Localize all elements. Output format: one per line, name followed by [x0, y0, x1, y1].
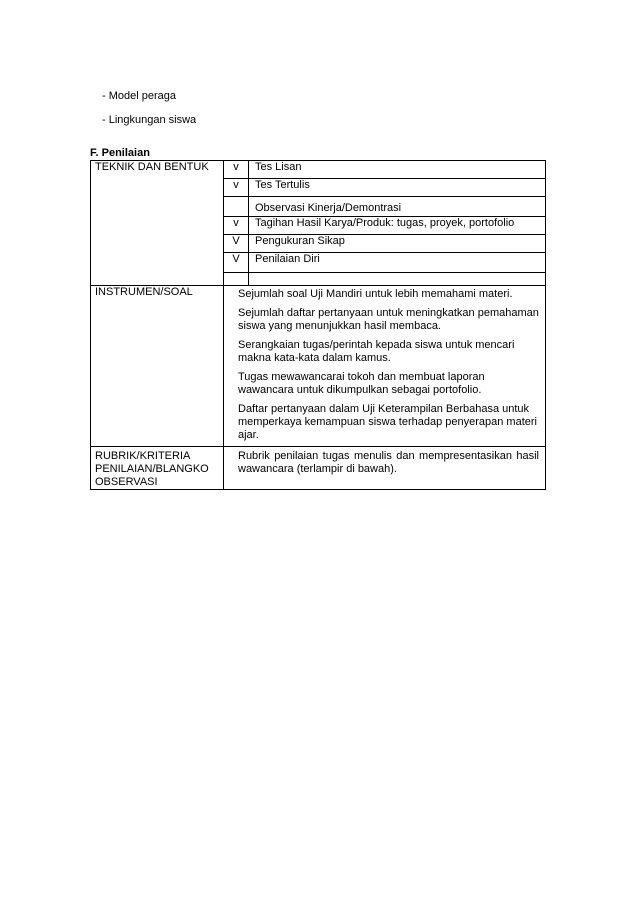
- table-row: [91, 161, 546, 179]
- assessment-table: [90, 160, 546, 490]
- table-row: [91, 286, 546, 447]
- check-mark: v: [224, 217, 249, 235]
- teknik-item: Observasi Kinerja/Demontrasi: [249, 197, 546, 217]
- teknik-item: Tagihan Hasil Karya/Produk: tugas, proyek, portofolio: [249, 217, 546, 235]
- bullet-lingkungan-siswa: - Lingkungan siswa: [102, 114, 197, 126]
- check-mark: v: [224, 161, 249, 179]
- section-title: F. Penilaian: [90, 147, 150, 159]
- instrumen-item: Sejumlah soal Uji Mandiri untuk lebih memahami materi.: [238, 288, 513, 300]
- check-mark: v: [224, 179, 249, 197]
- check-mark: [224, 273, 249, 286]
- teknik-item: [249, 273, 546, 286]
- table-row: [91, 447, 546, 490]
- check-mark: [224, 197, 249, 217]
- instrumen-item: Sejumlah daftar pertanyaan untuk meningkatkan pemahaman siswa yang menunjukkan hasil membaca.: [238, 307, 539, 332]
- instrumen-item: Daftar pertanyaan dalam Uji Keterampilan Berbahasa untuk memperkaya kemampuan siswa terhadap penyerapan materi ajar.: [238, 403, 537, 441]
- teknik-item: Penilaian Diri: [249, 253, 546, 273]
- bullet-model-peraga: - Model peraga: [102, 90, 176, 102]
- instrumen-item: Serangkaian tugas/perintah kepada siswa untuk mencari makna kata-kata dalam kamus.: [238, 339, 515, 364]
- rubrik-label: RUBRIK/KRITERIA PENILAIAN/BLANGKO OBSERVASI: [91, 447, 224, 490]
- teknik-label: TEKNIK DAN BENTUK: [91, 161, 224, 286]
- instrumen-label: INSTRUMEN/SOAL: [91, 286, 224, 447]
- check-mark: V: [224, 253, 249, 273]
- teknik-item: Tes Tertulis: [249, 179, 546, 197]
- teknik-item: Tes Lisan: [249, 161, 546, 179]
- check-mark: V: [224, 235, 249, 253]
- instrumen-item: Tugas mewawancarai tokoh dan membuat laporan wawancara untuk dikumpulkan sebagai portofolio.: [238, 371, 485, 396]
- teknik-item: Pengukuran Sikap: [249, 235, 546, 253]
- instrumen-content: [224, 286, 546, 447]
- rubrik-content: Rubrik penilaian tugas menulis dan mempresentasikan hasil wawancara (terlampir di bawah).: [224, 447, 546, 490]
